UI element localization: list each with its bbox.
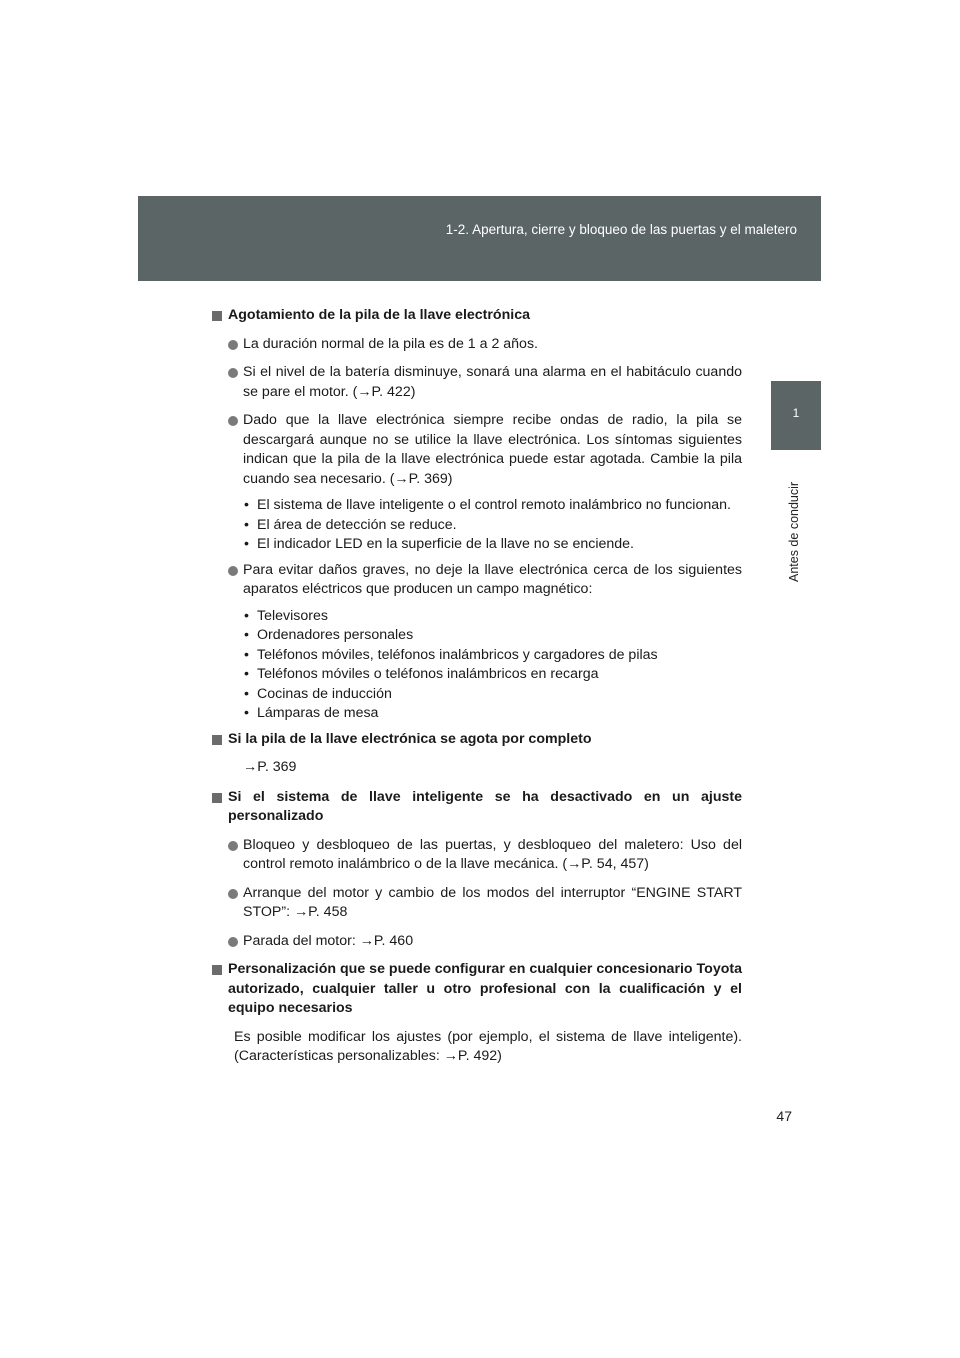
section-heading: Si la pila de la llave electrónica se agota por completo xyxy=(212,730,742,750)
page-content xyxy=(212,306,742,1067)
square-bullet-icon xyxy=(212,793,222,803)
sub-list xyxy=(212,496,742,555)
bullet-item: Para evitar daños graves, no deje la llave electrónica cerca de los siguientes aparatos eléctricos que producen un campo magnético: xyxy=(212,561,742,600)
chapter-label-text: Antes de conducir xyxy=(787,481,801,582)
circle-bullet-icon xyxy=(228,416,238,426)
section-heading: Personalización que se puede configurar en cualquier concesionario Toyota autorizado, cualquier taller u otro profesional con la cualificación y el equipo necesarios xyxy=(212,960,742,1019)
list-item: • El indicador LED en la superficie de la llave no se enciende. xyxy=(243,535,742,555)
bullet-item: Bloqueo y desbloqueo de las puertas, y desbloqueo del maletero: Uso del control remoto inalámbrico o de la llave mecánica. (→P. 54, 457) xyxy=(212,836,742,875)
bullet-item: Dado que la llave electrónica siempre recibe ondas de radio, la pila se descargará aunque no se utilice la llave electrónica. Los síntomas siguientes indican que la pila de la llave electrónica puede estar agotada. Cambie la pila cuando sea necesario. (→P. 369) xyxy=(212,411,742,489)
list-item: • Teléfonos móviles, teléfonos inalámbricos y cargadores de pilas xyxy=(243,646,742,666)
chapter-number: 1 xyxy=(792,406,800,420)
square-bullet-icon xyxy=(212,311,222,321)
section-header-title: 1-2. Apertura, cierre y bloqueo de las puertas y el maletero xyxy=(445,222,797,237)
circle-bullet-icon xyxy=(228,566,238,576)
bullet-item: Parada del motor: →P. 460 xyxy=(212,932,742,952)
sub-list xyxy=(212,607,742,724)
circle-bullet-icon xyxy=(228,889,238,899)
bullet-item: Arranque del motor y cambio de los modos del interruptor “ENGINE START STOP”: →P. 458 xyxy=(212,884,742,923)
list-item: • Cocinas de inducción xyxy=(243,685,742,705)
list-item: • Lámparas de mesa xyxy=(243,704,742,724)
section-heading: Agotamiento de la pila de la llave electrónica xyxy=(212,306,742,326)
page-reference-link[interactable]: →P. 369 xyxy=(243,759,297,775)
chapter-tab[interactable] xyxy=(771,381,821,450)
square-bullet-icon xyxy=(212,735,222,745)
square-bullet-icon xyxy=(212,965,222,975)
paragraph: Es posible modificar los ajustes (por ejemplo, el sistema de llave inteligente). (Características personalizables: →P. 492) xyxy=(234,1028,742,1064)
header-band xyxy=(138,196,821,281)
list-item: • Ordenadores personales xyxy=(243,626,742,646)
bullet-item: Si el nivel de la batería disminuye, sonará una alarma en el habitáculo cuando se pare el motor. (→P. 422) xyxy=(212,363,742,402)
circle-bullet-icon xyxy=(228,841,238,851)
page-number: 47 xyxy=(776,1108,792,1124)
circle-bullet-icon xyxy=(228,937,238,947)
bullet-item: La duración normal de la pila es de 1 a 2 años. xyxy=(212,335,742,355)
circle-bullet-icon xyxy=(228,340,238,350)
circle-bullet-icon xyxy=(228,368,238,378)
list-item: • El sistema de llave inteligente o el control remoto inalámbrico no funcionan. xyxy=(243,496,742,516)
section-heading: Si el sistema de llave inteligente se ha desactivado en un ajuste personalizado xyxy=(212,788,742,827)
list-item: • Teléfonos móviles o teléfonos inalámbricos en recarga xyxy=(243,665,742,685)
chapter-side-label xyxy=(785,458,803,582)
list-item: • Televisores xyxy=(243,607,742,627)
list-item: • El área de detección se reduce. xyxy=(243,516,742,536)
